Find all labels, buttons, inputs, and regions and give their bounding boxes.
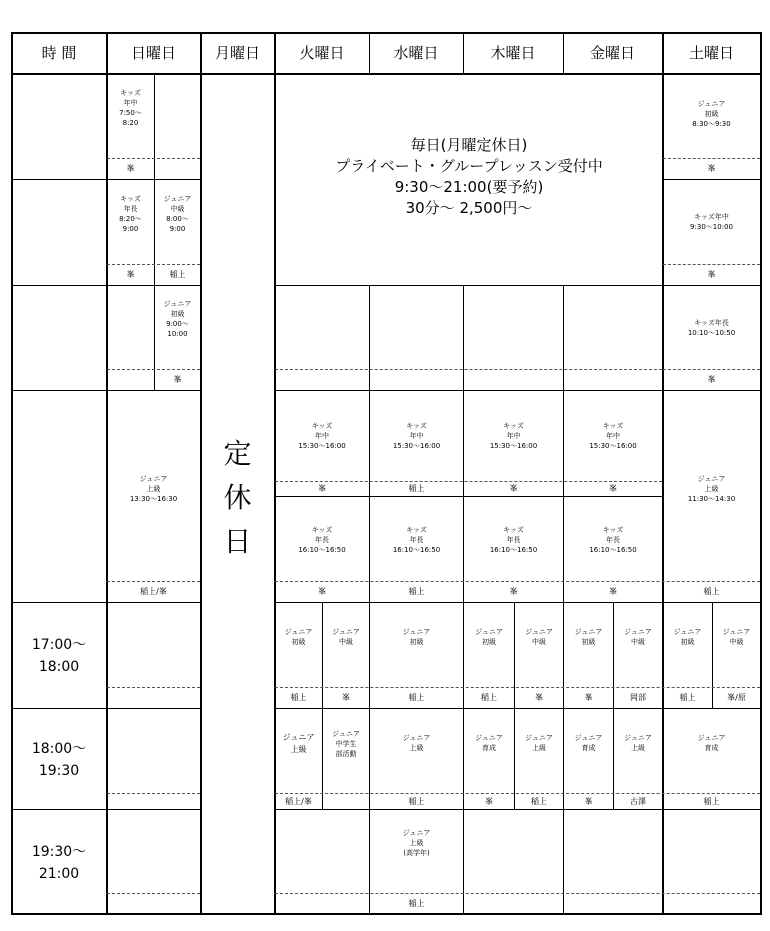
grid-line [322,709,323,809]
saturday-junior-advanced-instructor: 稲上 [703,587,720,596]
sunday-junior-advanced-lesson: ジュニア 上級 13:30〜16:30 [129,475,178,503]
header-time: 時 間 [41,44,77,62]
thursday-junior-intermediate-instructor: 峯 [535,693,543,702]
tuesday-junior-intermediate-lesson: ジュニア 中級 [332,628,360,646]
friday-kids-nenchu-instructor: 峯 [609,484,617,493]
instructor-separator [663,158,760,159]
thursday-junior-intermediate-lesson: ジュニア 中級 [525,628,553,646]
friday-junior-advanced-instructor: 古澤 [630,797,646,806]
instructor-separator [275,581,760,582]
instructor-separator [107,369,200,370]
grid-line [662,179,761,180]
tuesday-junior-advanced-instructor: 稲上/峯 [285,797,312,806]
friday-junior-advanced-lesson: ジュニア 上級 [624,734,652,752]
grid-line [11,73,762,75]
grid-line [11,32,13,915]
friday-junior-beginner-lesson: ジュニア 初級 [574,628,603,646]
grid-line [514,709,515,809]
instructor-separator [107,264,200,265]
saturday-junior-intermediate-lesson: ジュニア 中級 [722,628,751,646]
instructor-separator [107,793,200,794]
tuesday-junior-intermediate-instructor: 峯 [342,693,350,702]
grid-line [11,602,201,603]
saturday-junior-beginner-morning-lesson: ジュニア 初級 8:30〜9:30 [692,100,731,128]
thursday-junior-advanced-lesson: ジュニア 上級 [525,734,553,752]
header-wednesday: 水曜日 [393,44,439,62]
time-slot-17: 17:00〜 18:00 [31,637,87,675]
sunday-junior-beginner-instructor: 峯 [173,375,182,384]
wednesday-kids-nenchu-lesson: キッズ 年中 15:30〜16:00 [392,422,441,450]
grid-line [274,285,761,286]
friday-junior-development-instructor: 峯 [584,797,593,806]
friday-junior-intermediate-lesson: ジュニア 中級 [624,628,652,646]
instructor-separator [275,369,662,370]
grid-line [563,285,564,915]
friday-kids-nencho-lesson: キッズ 年長 16:10〜16:50 [589,526,637,554]
sunday-junior-intermediate-instructor: 稲上 [169,270,186,279]
thursday-kids-nenchu-lesson: キッズ 年中 15:30〜16:00 [489,422,538,450]
saturday-kids-nenchu-instructor: 峯 [707,270,716,279]
sunday-junior-intermediate-lesson: ジュニア 中級 8:00〜 9:00 [163,195,192,233]
instructor-separator [663,369,760,370]
grid-line [274,496,663,497]
thursday-junior-beginner-lesson: ジュニア 初級 [475,628,503,646]
saturday-kids-nencho-instructor: 峯 [707,375,716,384]
header-thursday: 木曜日 [490,44,536,62]
grid-line [463,285,464,915]
thursday-junior-development-instructor: 峯 [485,797,493,806]
wednesday-junior-advanced-instructor: 稲上 [408,797,425,806]
instructor-separator [107,158,200,159]
saturday-junior-beginner-morning-instructor: 峯 [707,164,716,173]
instructor-separator [275,793,760,794]
header-friday: 金曜日 [589,44,635,62]
grid-line [613,709,614,809]
wednesday-junior-beginner-lesson: ジュニア 初級 [402,628,431,646]
tuesday-junior-beginner-lesson: ジュニア 初級 [284,628,313,646]
tuesday-junior-beginner-instructor: 稲上 [290,693,307,702]
grid-line [11,390,201,391]
friday-junior-beginner-instructor: 峯 [584,693,593,702]
thursday-junior-development-lesson: ジュニア 育成 [475,734,503,752]
grid-line [11,913,762,915]
header-tuesday: 火曜日 [299,44,345,62]
grid-line [369,285,370,915]
thursday-kids-nencho-lesson: キッズ 年長 16:10〜16:50 [489,526,538,554]
grid-line [11,285,201,286]
friday-kids-nenchu-lesson: キッズ 年中 15:30〜16:00 [589,422,637,450]
saturday-junior-development-instructor: 稲上 [703,797,720,806]
thursday-junior-beginner-instructor: 稲上 [481,693,497,702]
time-slot-18: 18:00〜 19:30 [31,741,87,779]
thursday-kids-nenchu-instructor: 峯 [509,484,518,493]
wednesday-junior-beginner-instructor: 稲上 [408,693,425,702]
grid-line [11,809,201,810]
grid-line [274,708,761,709]
tuesday-kids-nenchu-instructor: 峯 [318,484,326,493]
sunday-kids-nenchu-instructor: 峯 [126,164,135,173]
thursday-kids-nencho-instructor: 峯 [509,587,518,596]
header-monday: 月曜日 [214,44,260,62]
friday-kids-nencho-instructor: 峯 [609,587,617,596]
instructor-separator [107,687,200,688]
saturday-junior-development-lesson: ジュニア 育成 [697,734,726,752]
tuesday-kids-nencho-instructor: 峯 [318,587,326,596]
tuesday-kids-nenchu-lesson: キッズ 年中 15:30〜16:00 [298,422,346,450]
instructor-separator [275,481,662,482]
header-sunday: 日曜日 [130,44,176,62]
grid-line [760,32,762,915]
sunday-kids-nencho-instructor: 峯 [126,270,135,279]
grid-line [11,708,201,709]
grid-line [274,390,761,391]
instructor-separator [107,893,200,894]
instructor-separator [663,264,760,265]
saturday-kids-nenchu-lesson: キッズ年中 9:30〜10:00 [690,213,733,231]
wednesday-junior-upper-grade-lesson: ジュニア 上級 (高学年) [402,829,431,857]
wednesday-kids-nencho-lesson: キッズ 年長 16:10〜16:50 [392,526,441,554]
tuesday-junior-advanced-lesson: ジュニア 上級 [282,733,315,754]
tuesday-kids-nencho-lesson: キッズ 年長 16:10〜16:50 [298,526,346,554]
monday-closed-label: 定 休 日 [223,437,252,558]
friday-junior-development-lesson: ジュニア 育成 [574,734,603,752]
saturday-junior-advanced-lesson: ジュニア 上級 11:30〜14:30 [687,475,736,503]
header-saturday: 土曜日 [688,44,734,62]
instructor-separator [275,687,760,688]
saturday-junior-beginner-instructor: 稲上 [679,693,696,702]
sunday-junior-advanced-instructor: 稲上/峯 [140,587,167,596]
friday-junior-intermediate-instructor: 岡部 [630,693,646,702]
time-slot-1930: 19:30〜 21:00 [31,844,87,882]
saturday-junior-beginner-lesson: ジュニア 初級 [673,628,702,646]
wednesday-kids-nenchu-instructor: 稲上 [408,484,425,493]
sunday-kids-nenchu-lesson: キッズ 年中 7:50〜 8:20 [119,89,142,127]
instructor-separator [107,581,200,582]
private-lesson-banner: 毎日(月曜定休日) プライベート・グループレッスン受付中 9:30〜21:00(要予約) 30分〜 2,500円〜 [335,136,603,217]
sunday-junior-beginner-lesson: ジュニア 初級 9:00〜 10:00 [163,300,192,338]
tuesday-junior-club-lesson: ジュニア 中学生 部活動 [332,730,360,758]
saturday-kids-nencho-lesson: キッズ年長 10:10〜10:50 [687,319,736,337]
grid-line [274,809,761,810]
instructor-separator [275,893,760,894]
wednesday-kids-nencho-instructor: 稲上 [408,587,425,596]
grid-line [274,602,761,603]
saturday-junior-intermediate-instructor: 峯/原 [727,693,746,702]
grid-line [11,179,201,180]
sunday-kids-nencho-lesson: キッズ 年長 8:20〜 9:00 [119,195,142,233]
wednesday-junior-upper-grade-instructor: 稲上 [408,899,425,908]
thursday-junior-advanced-instructor: 稲上 [531,797,547,806]
wednesday-junior-advanced-lesson: ジュニア 上級 [402,734,431,752]
